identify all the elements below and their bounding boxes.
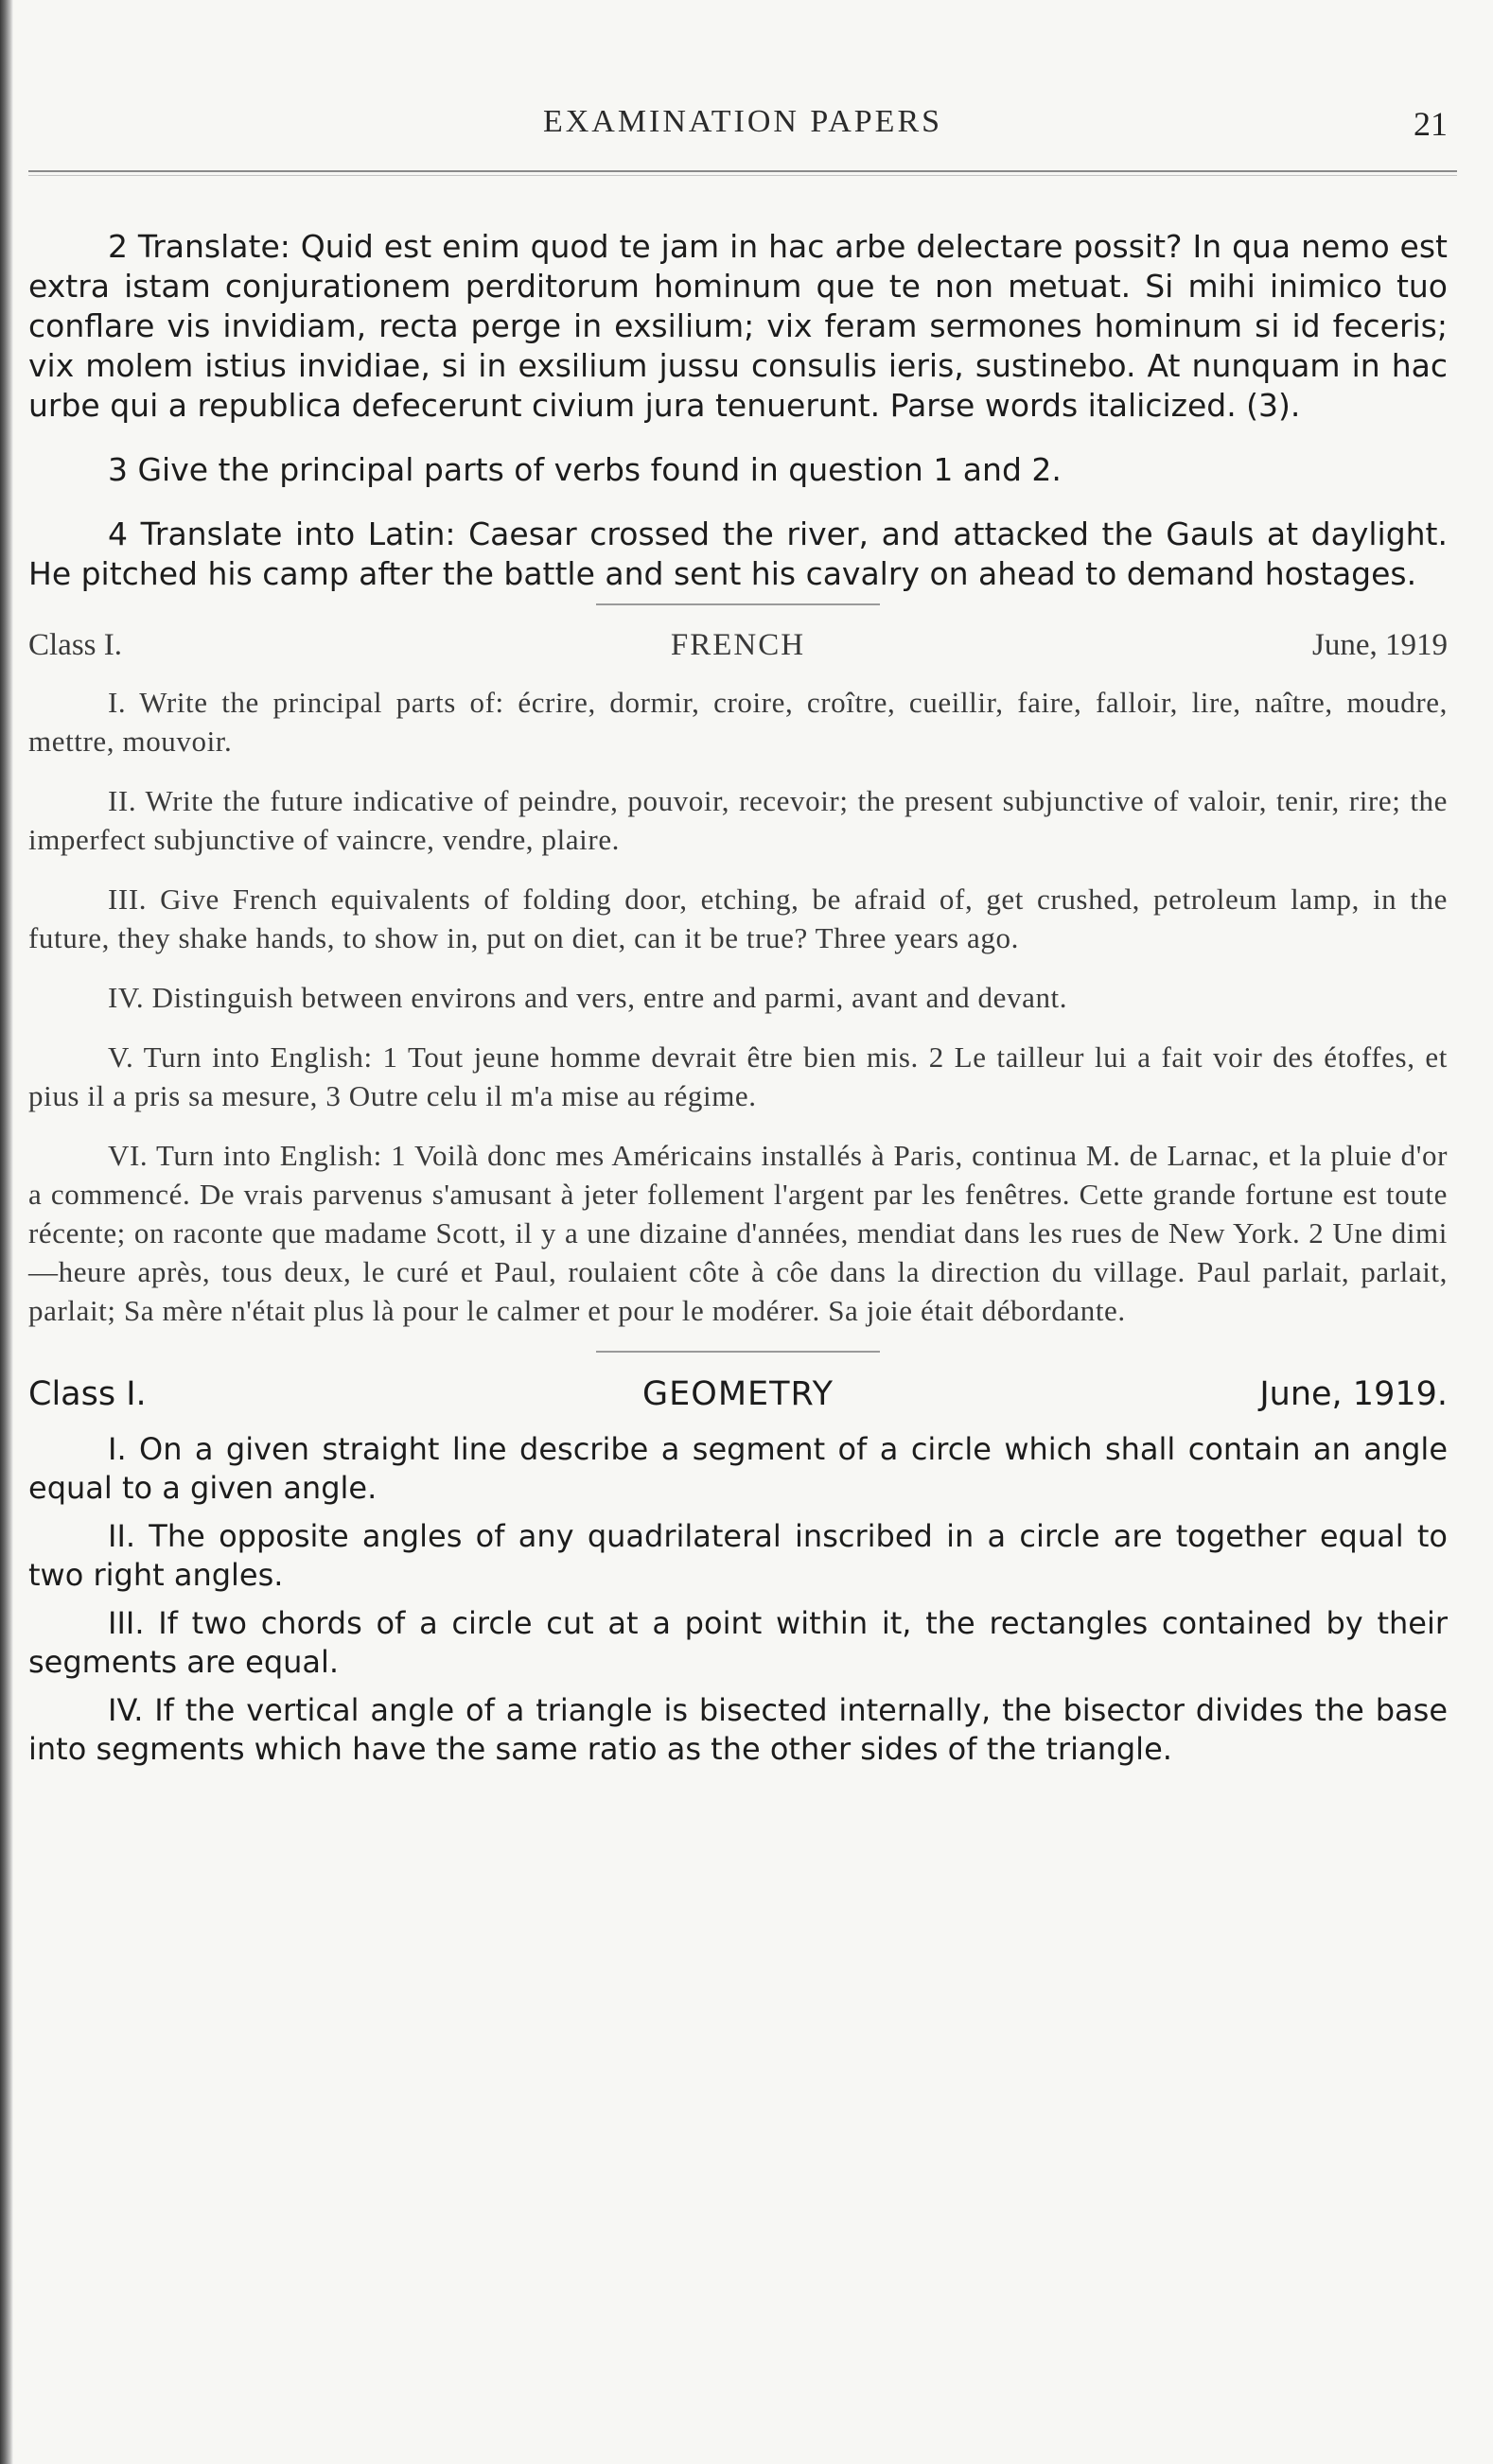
latin-question-2: 2 Translate: Quid est enim quod te jam in hac arbe delectare possit? In qua nemo est extra istam conjurationem perditorum hominum que te non metuat. Si mihi inimico tuo conflare vis invidiam, recta perge in exsilium; vix feram sermones hominum si id feceris; vix molem istius invidiae, si in exsilium jussu consulis ieris, sustinebo. At nunquam in hac urbe qui a republica defecerunt civium jura tenuerunt. Parse words italicized. (3).	[28, 228, 1448, 424]
section-divider	[596, 1351, 880, 1353]
french-question-3: III. Give French equivalents of folding door, etching, be afraid of, get crushed, petroleum lamp, in the future, they shake hands, to show in, put on diet, can it be true? Three years ago.	[28, 882, 1448, 954]
french-question-6: VI. Turn into English: 1 Voilà donc mes Américains installés à Paris, continua M. de Larnac, et la pluie d'or a commencé. De vrais parvenus s'amusant à jeter follement l'argent par les fenêtres. Cette grande fortune est toute récente; on raconte que madame Scott, il y a une dizaine d'années, mendiat dans les rues de New York. 2 Une dimi—heure après, tous deux, le curé et Paul, roulaient côte à côe dans la direction du village. Paul parlait, parlait, parlait; Sa mère n'était plus là pour le calmer et pour le modérer. Sa joie était débordante.	[28, 1139, 1448, 1327]
geometry-date: June, 1919.	[1259, 1375, 1448, 1413]
latin-question-3: 3 Give the principal parts of verbs found in question 1 and 2.	[108, 451, 1062, 488]
latin-question-4: 4 Translate into Latin: Caesar crossed the river, and attacked the Gauls at daylight. He pitched his camp after the battle and sent his cavalry on ahead to demand hostages.	[28, 516, 1448, 592]
header-rule	[28, 170, 1457, 176]
french-date: June, 1919	[1312, 628, 1448, 662]
french-question-5: V. Turn into English: 1 Tout jeune homme devrait être bien mis. 2 Le tailleur lui a fait voir des étoffes, et pius il a pris sa mesure, 3 Outre celu il m'a mise au régime.	[28, 1040, 1448, 1112]
page-content	[28, 227, 1448, 1778]
geometry-question-4: IV. If the vertical angle of a triangle is bisected internally, the bisector divides the base into segments which have the same ratio as the other sides of the triangle.	[28, 1692, 1448, 1767]
french-question-2: II. Write the future indicative of peindre, pouvoir, recevoir; the present subjunctive of valoir, tenir, rire; the imperfect subjunctive of vaincre, vendre, plaire.	[28, 784, 1448, 856]
running-title: EXAMINATION PAPERS	[542, 104, 943, 139]
geometry-question-3: III. If two chords of a circle cut at a point within it, the rectangles contained by their segments are equal.	[28, 1605, 1448, 1680]
geometry-question-1: I. On a given straight line describe a segment of a circle which shall contain an angle equal to a given angle.	[28, 1431, 1448, 1506]
geometry-section	[28, 1375, 1448, 1769]
page-number: 21	[1414, 105, 1448, 143]
french-class-label: Class I.	[28, 628, 122, 662]
french-section	[28, 628, 1448, 1330]
geometry-subject: GEOMETRY	[642, 1375, 834, 1413]
french-question-4: IV. Distinguish between environs and vers, entre and parmi, avant and devant.	[108, 981, 1068, 1014]
geometry-heading	[28, 1375, 1448, 1423]
french-question-1: I. Write the principal parts of: écrire, dormir, croire, croître, cueillir, faire, falloir, lire, naître, moudre, mettre, mouvoir.	[28, 686, 1448, 758]
geometry-class-label: Class I.	[28, 1375, 147, 1413]
french-heading	[28, 628, 1448, 675]
geometry-question-2: II. The opposite angles of any quadrilateral inscribed in a circle are together equal to two right angles.	[28, 1518, 1448, 1593]
running-head	[28, 104, 1457, 151]
french-subject: FRENCH	[670, 628, 806, 662]
binding-shadow	[0, 0, 13, 2464]
latin-section	[28, 227, 1448, 594]
section-divider	[596, 603, 880, 605]
